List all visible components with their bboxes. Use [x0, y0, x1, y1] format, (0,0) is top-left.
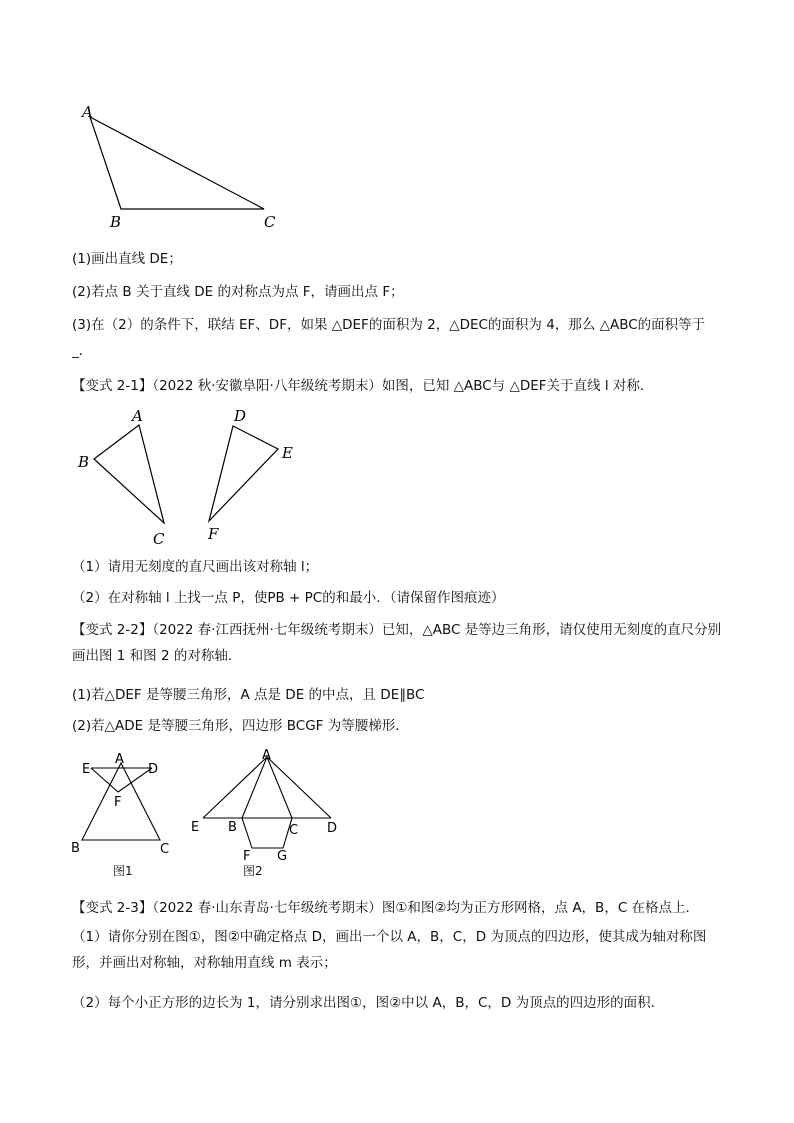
figure-2-diagram: [185, 746, 345, 866]
variant-2-3-question-2: （2）每个小正方形的边长为 1，请分别求出图①，图②中以 A，B，C，D 为顶点的四边形的面积．: [72, 995, 665, 1011]
variant-2-1-question-1: （1）请用无刻度的直尺画出该对称轴 l；: [72, 559, 319, 575]
label-c: C: [160, 842, 170, 857]
label-b: B: [78, 453, 90, 471]
label-g: G: [277, 849, 288, 864]
figure-2-trapezoid: [185, 746, 345, 866]
question-part-1: (1)画出直线 DE；: [72, 251, 182, 267]
label-d: D: [234, 407, 247, 425]
figure-1-diagram: [70, 752, 180, 862]
label-d: D: [148, 762, 159, 777]
label-a: A: [115, 752, 124, 767]
label-f: F: [243, 849, 251, 864]
question-part-2: (2)若点 B 关于直线 DE 的对称点为点 F，请画出点 F；: [72, 284, 404, 300]
label-b: B: [110, 213, 122, 231]
label-e: E: [282, 444, 293, 462]
variant-2-3-title: 【变式 2-3】（2022 春·山东青岛·七年级统考期末）图①和图②均为正方形网格，点 A，B，C 在格点上．: [72, 900, 700, 916]
figure-symmetric-triangles: [72, 403, 312, 549]
label-b: B: [228, 820, 237, 835]
variant-2-1-question-2: （2）在对称轴 l 上找一点 P，使PB + PC的和最小．（请保留作图痕迹）: [72, 590, 505, 606]
variant-2-1-title: 【变式 2-1】（2022 秋·安徽阜阳·八年级统考期末）如图，已知 △ABC与 △DEF关于直线 l 对称．: [72, 378, 654, 394]
figure-2-caption: 图2: [243, 864, 263, 878]
variant-2-2-question-1: (1)若△DEF 是等腰三角形，A 点是 DE 的中点，且 DE∥BC: [72, 687, 425, 703]
variant-2-2-question-2: (2)若△ADE 是等腰三角形，四边形 BCGF 为等腰梯形．: [72, 718, 409, 734]
label-c: C: [153, 530, 165, 548]
figure-1-equilateral: [70, 752, 180, 862]
label-a: A: [132, 407, 143, 425]
label-a: A: [262, 748, 271, 763]
label-f: F: [208, 525, 219, 543]
label-f: F: [114, 795, 122, 810]
label-b: B: [71, 841, 80, 856]
variant-2-3-question-1: （1）请你分别在图①，图②中确定格点 D，画出一个以 A，B，C，D 为顶点的四边形，使其成为轴对称图形，并画出对称轴，对称轴用直线 m 表示；: [72, 929, 707, 971]
symmetric-triangles-diagram: [72, 403, 312, 549]
label-c: C: [289, 823, 299, 838]
label-c: C: [264, 213, 276, 231]
variant-2-2-title: 【变式 2-2】（2022 春·江西抚州·七年级统考期末）已知，△ABC 是等边三角形，请仅使用无刻度的直尺分别画出图 1 和图 2 的对称轴．: [72, 622, 722, 664]
triangle-abc-diagram: [70, 95, 310, 235]
figure-triangle-abc: [70, 95, 310, 235]
label-e: E: [82, 762, 91, 777]
label-e: E: [191, 820, 200, 835]
label-a: A: [82, 103, 93, 121]
question-part-3: (3)在（2）的条件下，联结 EF、DF，如果 △DEF的面积为 2，△DEC的面积为 4，那么 △ABC的面积等于_．: [72, 317, 706, 359]
label-d: D: [327, 821, 338, 836]
figure-1-caption: 图1: [113, 864, 133, 878]
